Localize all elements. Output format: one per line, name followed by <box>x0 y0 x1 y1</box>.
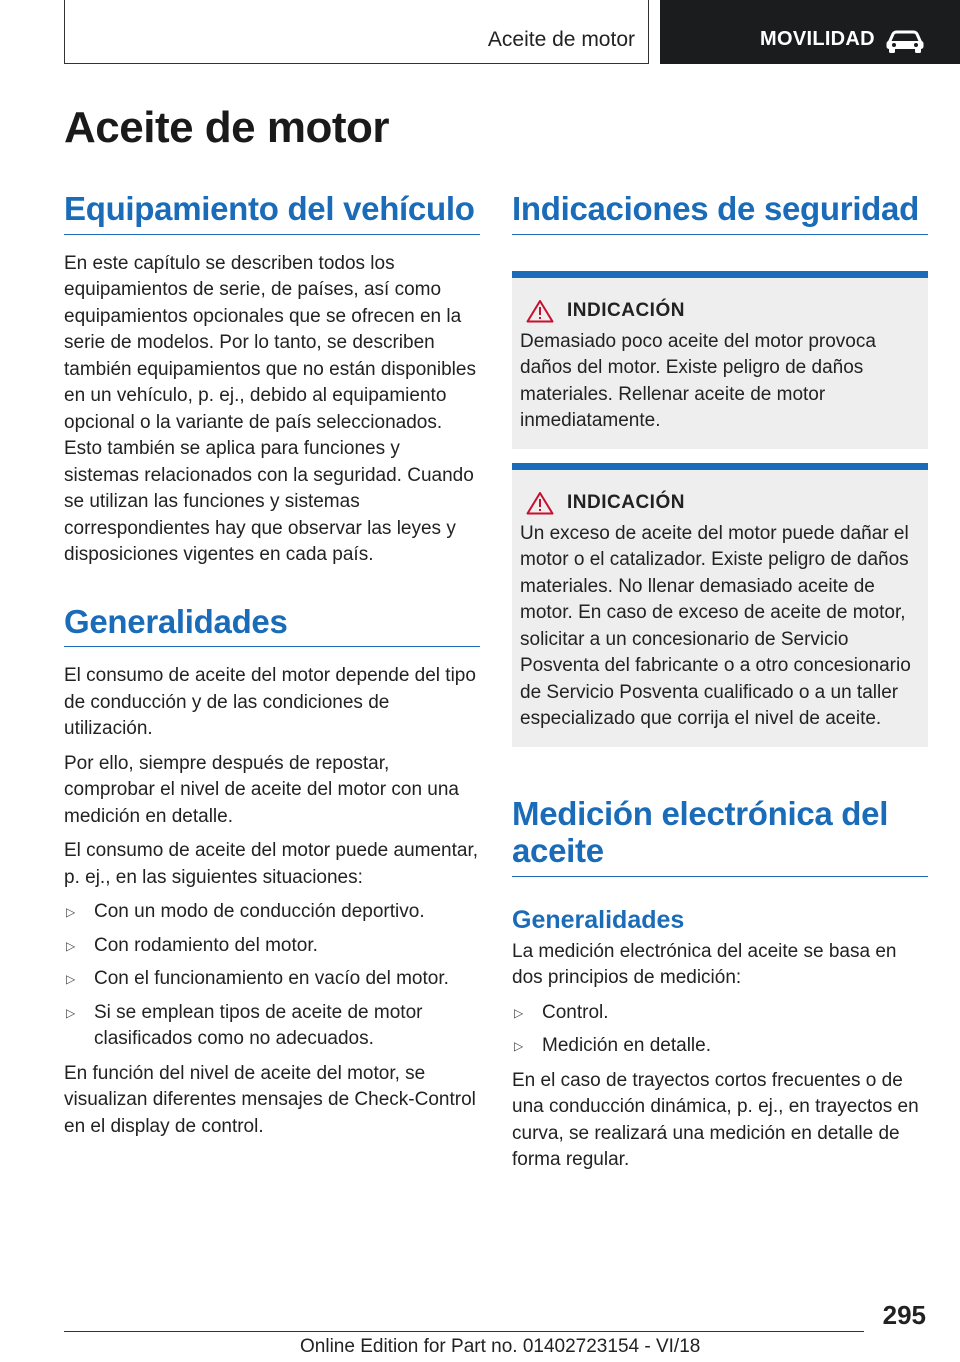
general-paragraph: En función del nivel de aceite del motor, se visualizan diferentes mensajes de Check-Control en el display de control. <box>64 1062 476 1137</box>
notice-title: INDICACIÓN <box>567 299 685 321</box>
notice-box <box>512 463 928 747</box>
safety-heading: Indicaciones de seguridad <box>512 190 928 235</box>
warning-triangle-icon <box>526 491 554 515</box>
electronic-heading: Medición electrónica del aceite <box>512 795 928 877</box>
notice-text: Demasiado poco aceite del motor provoca daños del motor. Existe peligro de daños materiales. Rellenar aceite de motor inmediatamente. <box>520 330 876 432</box>
electronic-paragraph: La medición electrónica del aceite se basa en dos principios de medición: <box>512 940 897 989</box>
warning-triangle-icon <box>526 299 554 323</box>
equipment-heading: Equipamiento del vehículo <box>64 190 480 235</box>
page-number: 295 <box>882 1300 926 1330</box>
triangle-bullet-icon: ▷ <box>514 1039 524 1054</box>
general-heading: Generalidades <box>64 603 480 648</box>
left-column <box>64 190 480 1148</box>
running-header <box>64 0 649 64</box>
triangle-bullet-icon: ▷ <box>66 905 76 920</box>
consumption-list <box>64 899 480 1053</box>
right-column <box>512 190 928 1182</box>
list-item: ▷ Medición en detalle. <box>512 1033 928 1060</box>
general-paragraph: El consumo de aceite del motor puede aumentar, p. ej., en las siguientes situaciones: <box>64 840 479 888</box>
equipment-text: En este capítulo se describen todos los equipamientos de serie, de países, así como equipamientos opcionales que se ofrecen en la serie de modelos. Por lo tanto, se describen también equipamientos que no están disponibles en un vehículo, p. ej., debido al equipamiento opcional o la variante de país seleccionados. Esto también se aplica para funciones y sistemas relacionados con la seguridad. Cuando se utilizan las funciones y sistemas correspondientes hay que observar las leyes y disposiciones vigentes en cada país. <box>64 252 476 566</box>
notice-text: Un exceso de aceite del motor puede dañar el motor o el catalizador. Existe peligro de daños materiales. No llenar demasiado aceite de motor. En caso de exceso de aceite de motor, solicitar a un concesionario de Servicio Posventa del fabricante o a otro concesionario de Servicio Posventa cualificado o a un taller especializado que corrija el nivel de aceite. <box>520 522 911 730</box>
page-title: Aceite de motor <box>64 103 390 152</box>
list-item: ▷ Con el funcionamiento en vacío del motor. <box>64 966 480 993</box>
general-paragraph: Por ello, siempre después de repostar, comprobar el nivel de aceite del motor con una medición en detalle. <box>64 752 460 827</box>
electronic-paragraph: En el caso de trayectos cortos frecuentes o de una conducción dinámica, p. ej., en trayectos en curva, se realizará una medición en detalle de forma regular. <box>512 1069 919 1171</box>
footer-divider <box>64 1331 864 1332</box>
notice-box <box>512 271 928 449</box>
list-item: ▷ Con un modo de conducción deportivo. <box>64 899 480 926</box>
triangle-bullet-icon: ▷ <box>66 938 76 953</box>
electronic-subheading: Generalidades <box>512 905 685 934</box>
running-header-title: Aceite de motor <box>487 28 635 51</box>
list-item: ▷ Si se emplean tipos de aceite de motor clasificados como no adecuados. <box>66 1001 423 1050</box>
section-tab <box>660 0 960 64</box>
list-item: ▷ Con rodamiento del motor. <box>64 933 480 960</box>
measurement-list <box>512 1000 928 1060</box>
car-icon <box>885 28 925 54</box>
triangle-bullet-icon: ▷ <box>66 1005 76 1020</box>
triangle-bullet-icon: ▷ <box>514 1005 524 1020</box>
triangle-bullet-icon: ▷ <box>66 972 76 987</box>
footer-edition: Online Edition for Part no. 01402723154 - VI/18 <box>300 1336 701 1357</box>
section-tab-label: MOVILIDAD <box>760 28 875 50</box>
notice-title: INDICACIÓN <box>567 491 685 513</box>
list-item: ▷ Control. <box>512 1000 928 1027</box>
general-paragraph: El consumo de aceite del motor depende del tipo de conducción y de las condiciones de utilización. <box>64 665 476 740</box>
